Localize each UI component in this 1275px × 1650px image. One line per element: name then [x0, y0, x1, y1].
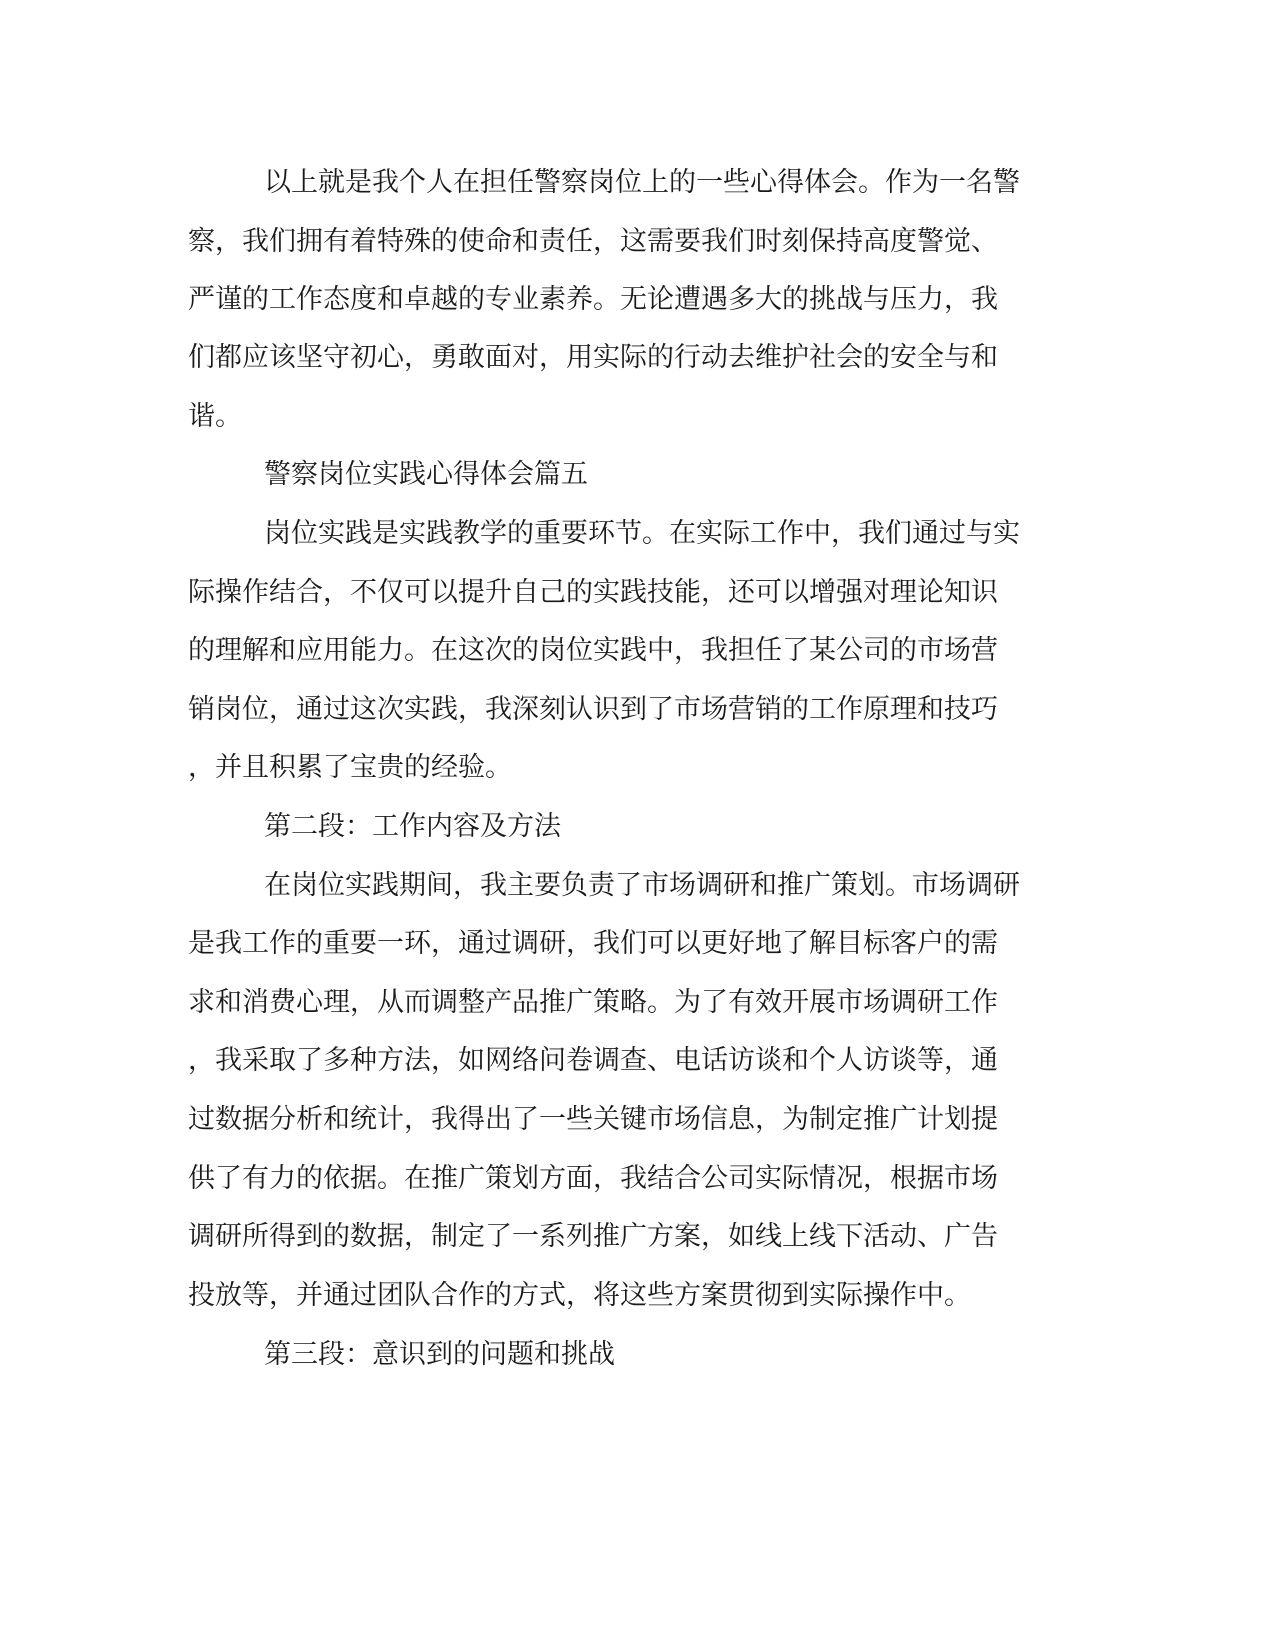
paragraph-line: 在岗位实践期间，我主要负责了市场调研和推广策划。市场调研: [264, 870, 1020, 901]
paragraph-line: 岗位实践是实践教学的重要环节。在实际工作中，我们通过与实: [264, 518, 1020, 549]
paragraph-line: 是我工作的重要一环，通过调研，我们可以更好地了解目标客户的需: [188, 928, 998, 959]
paragraph-line: 察，我们拥有着特殊的使命和责任，这需要我们时刻保持高度警觉、: [188, 226, 998, 257]
paragraph-line: 销岗位，通过这次实践，我深刻认识到了市场营销的工作原理和技巧: [188, 694, 998, 725]
paragraph-line: 供了有力的依据。在推广策划方面，我结合公司实际情况，根据市场: [188, 1163, 998, 1194]
paragraph-line: ，并且积累了宝贵的经验。: [188, 752, 512, 783]
section-title: 警察岗位实践心得体会篇五: [264, 459, 588, 490]
section-heading: 第二段：工作内容及方法: [264, 811, 561, 842]
paragraph-line: 投放等，并通过团队合作的方式，将这些方案贯彻到实际操作中。: [188, 1280, 971, 1311]
section-heading: 第三段：意识到的问题和挑战: [264, 1339, 615, 1370]
paragraph-line: 严谨的工作态度和卓越的专业素养。无论遭遇多大的挑战与压力，我: [188, 284, 998, 315]
paragraph-line: 过数据分析和统计，我得出了一些关键市场信息，为制定推广计划提: [188, 1104, 998, 1135]
paragraph-line: 求和消费心理，从而调整产品推广策略。为了有效开展市场调研工作: [188, 987, 998, 1018]
paragraph-line: 们都应该坚守初心，勇敢面对，用实际的行动去维护社会的安全与和: [188, 342, 998, 373]
paragraph-line: 调研所得到的数据，制定了一系列推广方案，如线上线下活动、广告: [188, 1221, 998, 1252]
paragraph-line: 的理解和应用能力。在这次的岗位实践中，我担任了某公司的市场营: [188, 635, 998, 666]
paragraph-line: 际操作结合，不仅可以提升自己的实践技能，还可以增强对理论知识: [188, 577, 998, 608]
paragraph-line: 谐。: [188, 401, 242, 432]
paragraph-line: 以上就是我个人在担任警察岗位上的一些心得体会。作为一名警: [264, 167, 1020, 198]
paragraph-line: ，我采取了多种方法，如网络问卷调查、电话访谈和个人访谈等，通: [188, 1045, 998, 1076]
